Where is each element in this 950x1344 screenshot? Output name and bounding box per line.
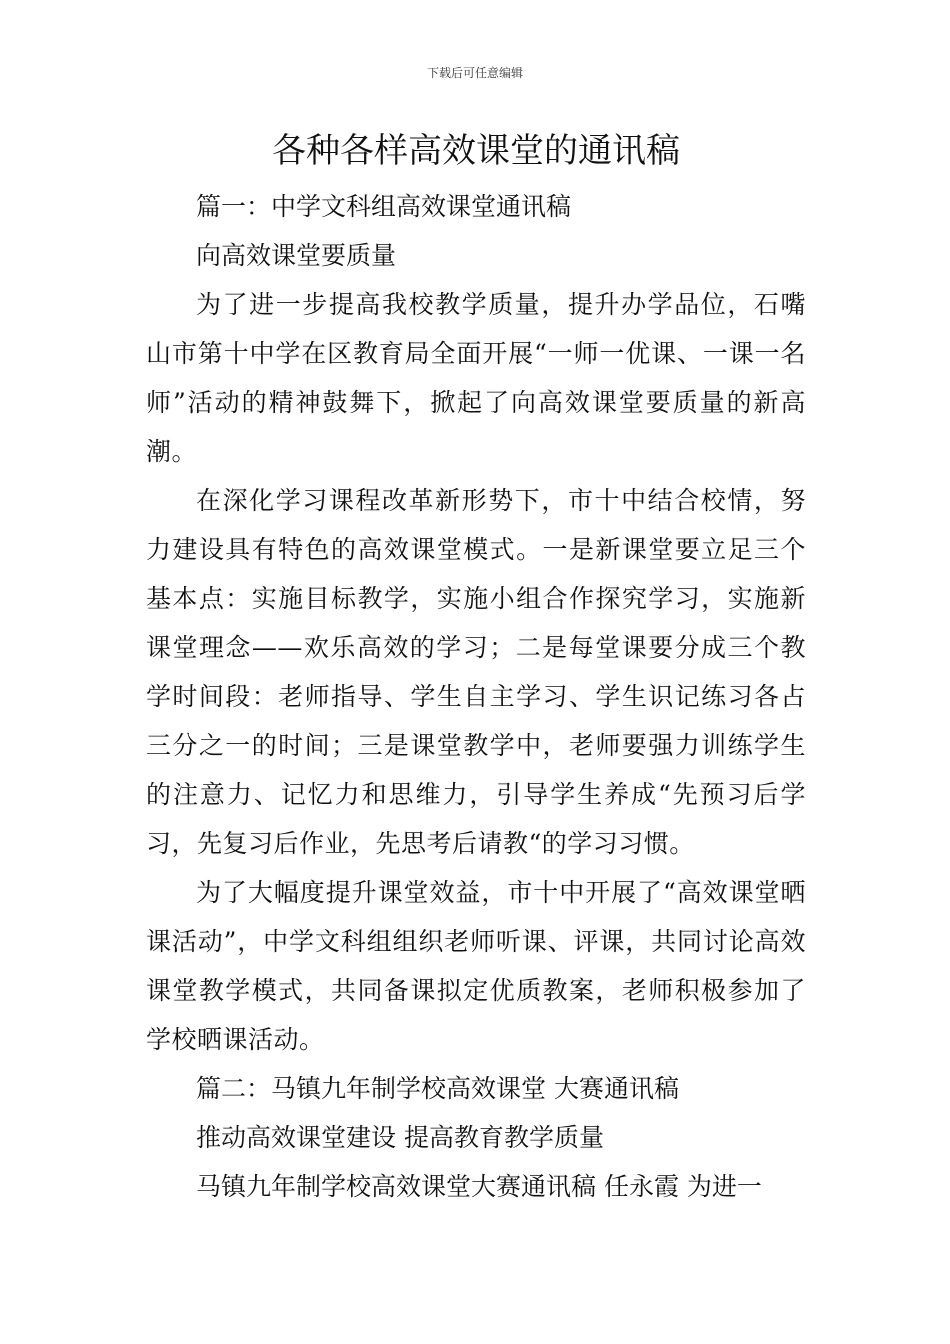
document-title: 各种各样高效课堂的通讯稿	[272, 131, 680, 171]
paragraph-2: 在深化学习课程改革新形势下，市十中结合校情，努力建设具有特色的高效课堂模式。一是新课堂要立足三个基本点：实施目标教学，实施小组合作探究学习，实施新课堂理念——欢乐高效的学习；二是每堂课要分成三个教学时间段：老师指导、学生自主学习、学生识记练习各占三分之一的时间；三是课堂教学中，老师要强力训练学生的注意力、记忆力和思维力，引导学生养成“先预习后学习，先复习后作业，先思考后请教“的学习习惯。	[146, 486, 806, 858]
header-note: 下载后可任意编辑	[426, 66, 523, 80]
paragraph-3: 为了大幅度提升课堂效益，市十中开展了“高效课堂晒课活动”，中学文科组组织老师听课、评课，共同讨论高效课堂教学模式，共同备课拟定优质教案，老师积极参加了学校晒课活动。	[146, 878, 806, 1054]
section-heading-2: 篇二：马镇九年制学校高效课堂 大赛通讯稿	[196, 1074, 679, 1103]
document-body	[146, 120, 806, 1211]
subtitle-1: 向高效课堂要质量	[196, 241, 397, 270]
subtitle-2: 推动高效课堂建设 提高教育教学质量	[196, 1123, 604, 1152]
paragraph-1: 为了进一步提高我校教学质量，提升办学品位，石嘴山市第十中学在区教育局全面开展“一师一优课、一课一名师”活动的精神鼓舞下，掀起了向高效课堂要质量的新高潮。	[146, 290, 806, 466]
section-heading-1: 篇一：中学文科组高效课堂通讯稿	[196, 192, 572, 221]
paragraph-4-start: 马镇九年制学校高效课堂大赛通讯稿 任永霞 为进一	[196, 1172, 762, 1201]
